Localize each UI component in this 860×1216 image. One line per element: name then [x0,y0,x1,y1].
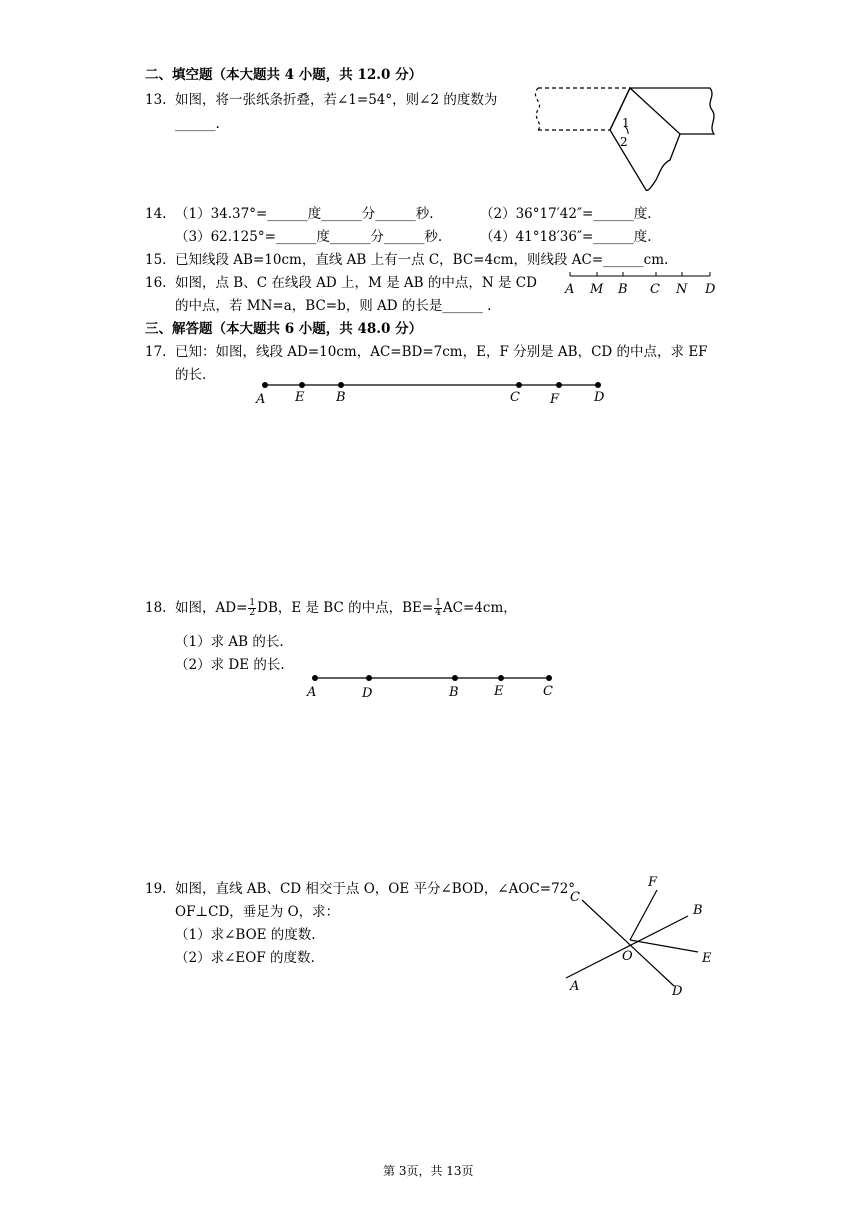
question-text: 如图，点 B、C 在线段 AD 上，M 是 AB 的中点，N 是 CD [175,275,537,291]
point-label: D [594,390,605,405]
point-label: A [256,392,266,407]
question-text: 如图，将一张纸条折叠，若∠1=54°，则∠2 的度数为 [175,92,498,108]
question-text-part: 如图，AD= [175,600,248,616]
question-text-part: AC=4cm， [442,600,517,616]
point-label: M [590,282,604,297]
point-label: N [676,282,688,297]
sub-question: （2）求∠EOF 的度数. [175,950,315,966]
fraction [434,599,442,618]
question-number: 14. [145,206,167,222]
question-part: （1）34.37°=______度______分______秒. [175,206,434,222]
question-part: （4）41°18′36″=______度. [480,229,652,245]
point-label: B [449,685,459,700]
fraction-denominator: 2 [249,608,256,618]
question-text: 的长. [175,367,207,383]
paper-fold-figure [530,80,720,195]
point-label: C [650,282,660,297]
intersecting-lines-figure-q19 [560,868,730,998]
question-text [175,597,517,619]
point-label: F [550,392,560,407]
question-number: 18. [145,600,167,616]
question-part: （3）62.125°=______度______分______秒. [175,229,443,245]
page-footer: 第 3页，共 13页 [383,1164,474,1178]
point-label: F [648,875,658,890]
question-text: 已知：如图，线段 AD=10cm，AC=BD=7cm，E，F 分别是 AB，CD 的中点，求 EF [175,344,708,360]
section-heading-solutions: 三、解答题（本大题共 6 小题，共 48.0 分） [145,321,423,337]
question-number: 15. [145,252,167,268]
point-label: E [494,684,504,699]
question-text: 的中点，若 MN=a，BC=b，则 AD 的长是______ . [175,298,492,314]
sub-question: （1）求∠BOE 的度数. [175,927,316,943]
point-label: E [702,951,712,966]
point-label: B [618,282,628,297]
angle-label: 1 [622,116,630,130]
question-text: 已知线段 AB=10cm，直线 AB 上有一点 C，BC=4cm，则线段 AC=______cm. [175,252,669,268]
fraction-numerator: 1 [435,598,441,608]
question-text: ______. [175,116,220,132]
point-label: D [362,686,373,701]
point-label: E [295,390,305,405]
question-text-part: DB，E 是 BC 的中点，BE= [257,600,434,616]
point-label: C [543,684,553,699]
fraction [248,599,256,618]
point-label: C [510,390,520,405]
section-heading-fill-blank: 二、填空题（本大题共 4 小题，共 12.0 分） [145,67,423,83]
point-label: D [672,984,683,998]
point-label: A [565,282,575,297]
question-number: 16. [145,275,167,291]
fraction-denominator: 4 [435,608,441,618]
question-number: 17. [145,344,167,360]
sub-question: （1）求 AB 的长. [175,634,284,650]
segment-figure-q16 [560,266,720,300]
question-number: 13. [145,92,167,108]
point-label: O [622,949,633,964]
segment-figure-q17 [250,376,620,408]
angle-label: 2 [620,135,628,149]
fraction-numerator: 1 [249,598,256,608]
point-label: B [336,390,346,405]
sub-question: （2）求 DE 的长. [175,657,285,673]
question-number: 19. [145,881,167,897]
point-label: A [307,685,317,700]
point-label: A [570,979,580,994]
question-text: 如图，直线 AB、CD 相交于点 O，OE 平分∠BOD，∠AOC=72° [175,881,576,897]
question-part: （2）36°17′42″=______度. [480,206,652,222]
question-text: OF⊥CD，垂足为 O，求： [175,904,340,920]
point-label: D [705,282,716,297]
segment-figure-q18 [300,670,570,702]
point-label: C [570,890,580,905]
point-label: B [693,903,703,918]
